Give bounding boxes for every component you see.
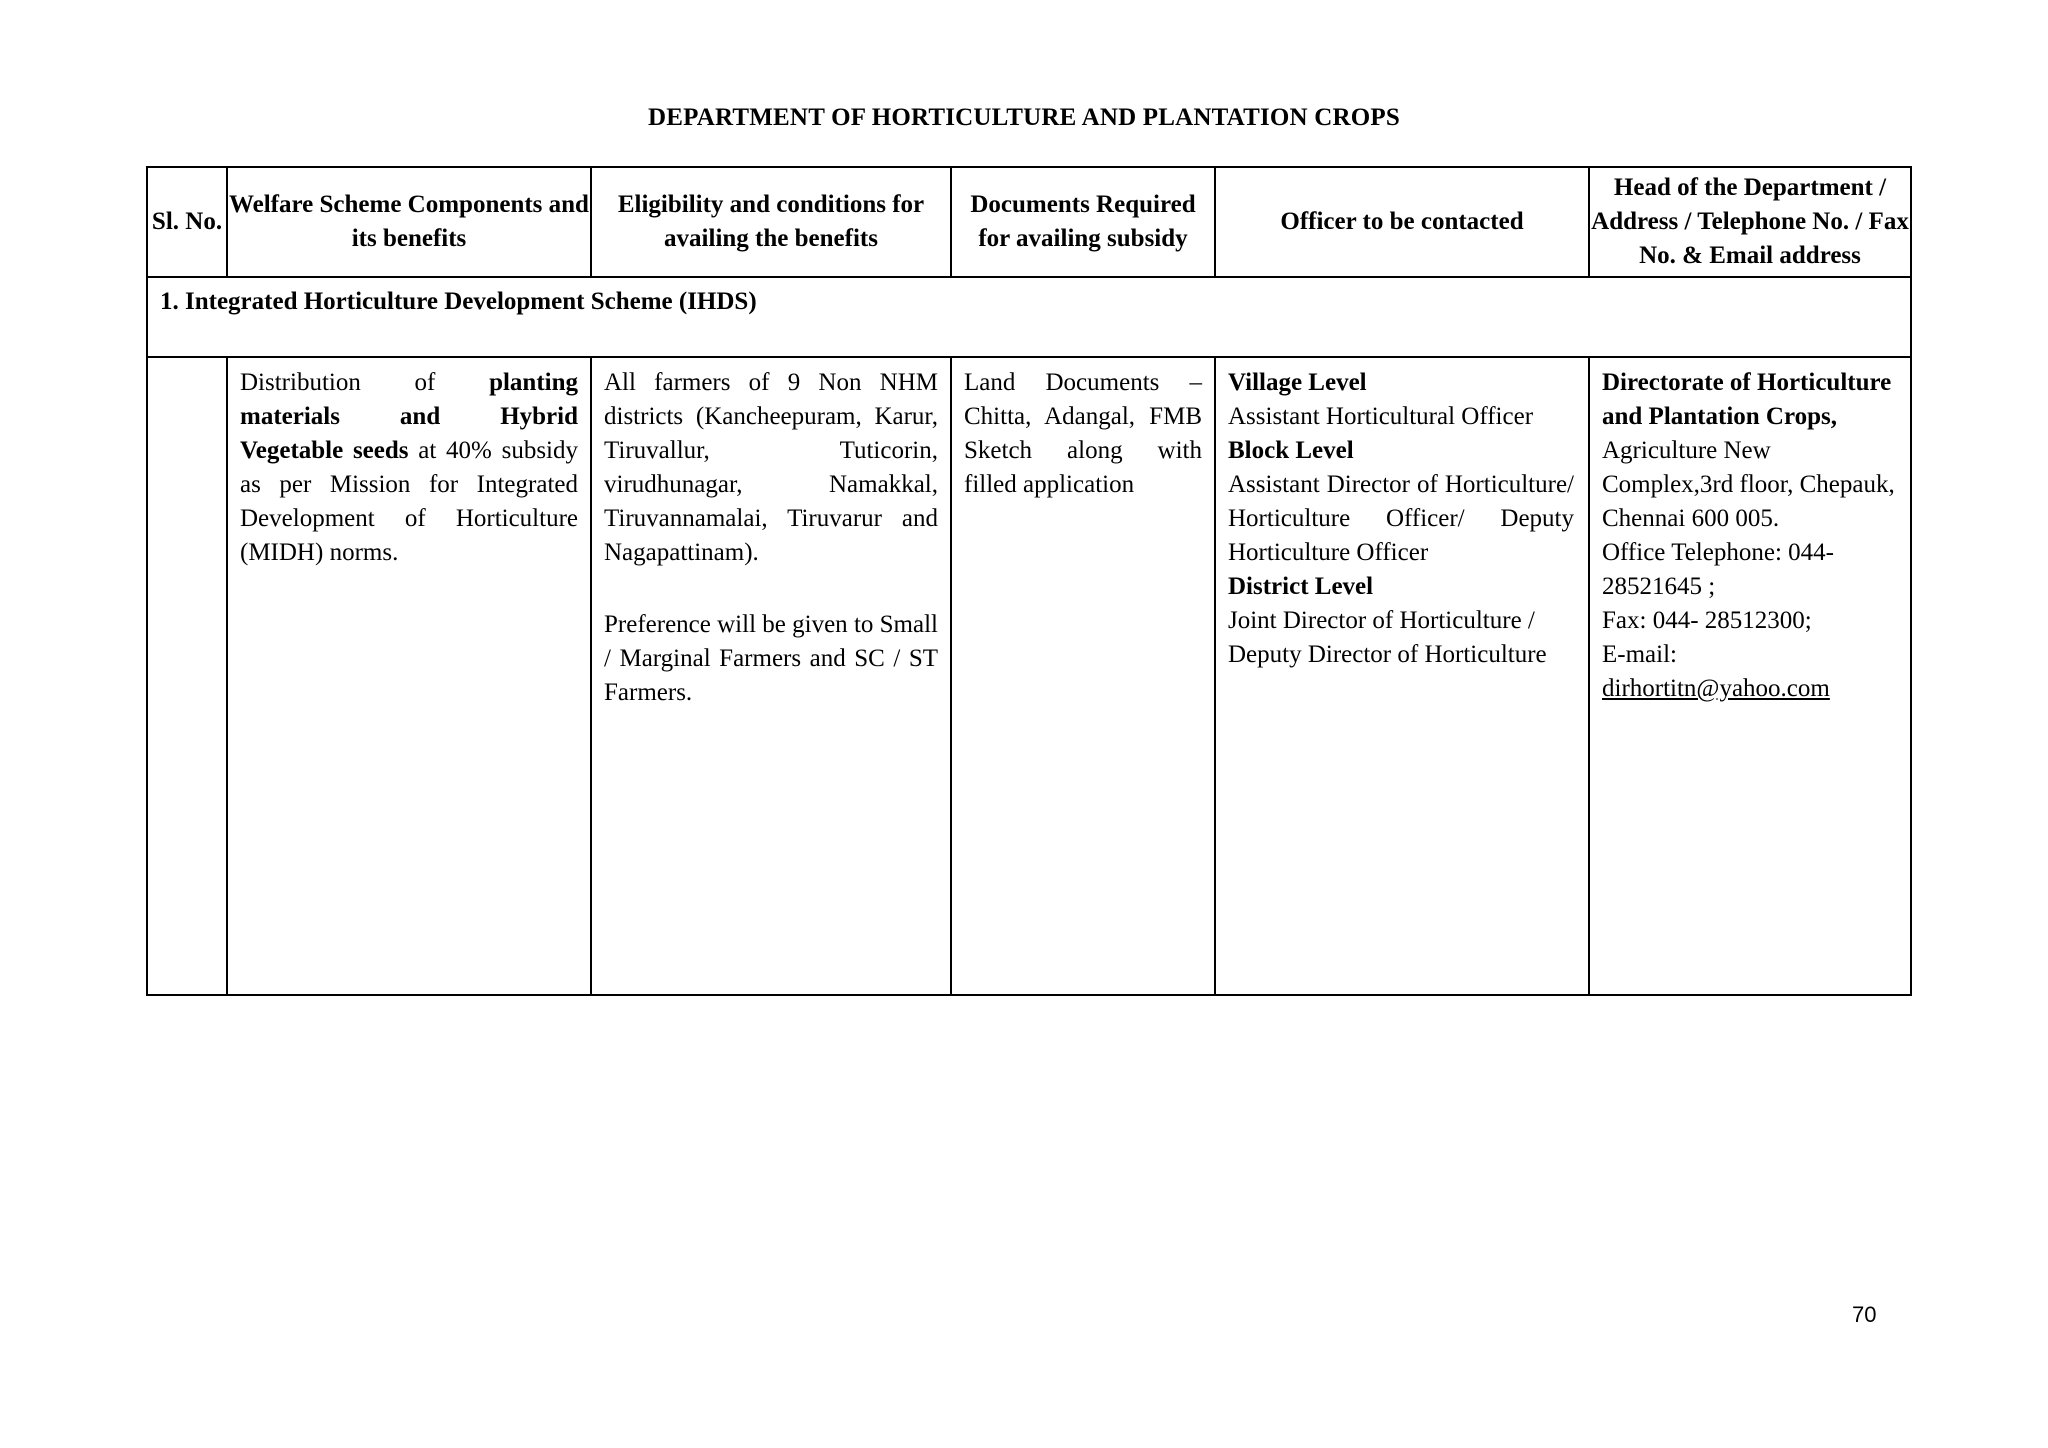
components-suffix: at 40% subsidy as per Mission for Integrated Development of Horticulture (MIDH) norms.	[240, 437, 578, 566]
block-level-heading: Block Level	[1228, 437, 1354, 464]
page-number: 70	[1852, 1302, 1877, 1327]
section-title: 1. Integrated Horticulture Development Scheme (IHDS)	[147, 277, 1911, 357]
cell-officer	[1215, 357, 1589, 995]
table-header-row	[147, 167, 1911, 277]
address-line-2: Chennai 600 005.	[1602, 505, 1780, 532]
address-line-1: Agriculture New Complex,3rd floor, Chepauk,	[1602, 437, 1895, 498]
cell-eligibility	[591, 357, 951, 995]
components-prefix: Distribution of	[240, 369, 490, 396]
cell-sl-no	[147, 357, 227, 995]
cell-components	[227, 357, 591, 995]
header-documents: Documents Required for availing subsidy	[951, 167, 1215, 277]
components-text	[228, 358, 590, 570]
header-head-of-department: Head of the Department / Address / Telephone No. / Fax No. & Email address	[1589, 167, 1911, 277]
district-level-text: Joint Director of Horticulture / Deputy Director of Horticulture	[1228, 607, 1547, 668]
block-level-text: Assistant Director of Horticulture/ Horticulture Officer/ Deputy Horticulture Officer	[1228, 471, 1574, 566]
documents-text: Land Documents – Chitta, Adangal, FMB Sketch along with filled application	[964, 369, 1202, 498]
fax-number: Fax: 044- 28512300;	[1602, 607, 1812, 634]
district-level-heading: District Level	[1228, 573, 1374, 600]
table-row	[147, 357, 1911, 995]
header-components: Welfare Scheme Components and its benefits	[227, 167, 591, 277]
cell-head-of-department	[1589, 357, 1911, 995]
office-telephone: Office Telephone: 044-28521645 ;	[1602, 539, 1834, 600]
village-level-text: Assistant Horticultural Officer	[1228, 403, 1534, 430]
header-sl-no: Sl. No.	[147, 167, 227, 277]
email-link[interactable]: dirhortitn@yahoo.com	[1602, 675, 1830, 702]
section-row	[147, 277, 1911, 357]
village-level-heading: Village Level	[1228, 369, 1367, 396]
header-officer: Officer to be contacted	[1215, 167, 1589, 277]
email-label: E-mail:	[1602, 641, 1677, 668]
components-bold: planting materials and Hybrid Vegetable seeds	[240, 369, 578, 464]
eligibility-para-2: Preference will be given to Small / Marginal Farmers and SC / ST Farmers.	[604, 611, 938, 706]
page-title: DEPARTMENT OF HORTICULTURE AND PLANTATION CROPS	[648, 104, 1400, 131]
directorate-name: Directorate of Horticulture and Plantation Crops,	[1602, 369, 1892, 430]
eligibility-para-1: All farmers of 9 Non NHM districts (Kancheepuram, Karur, Tiruvallur, Tuticorin, virudhunagar, Namakkal, Tiruvannamalai, Tiruvarur and Nagapattinam).	[604, 369, 938, 566]
cell-documents	[951, 357, 1215, 995]
header-eligibility: Eligibility and conditions for availing the benefits	[591, 167, 951, 277]
scheme-table	[146, 166, 1912, 996]
